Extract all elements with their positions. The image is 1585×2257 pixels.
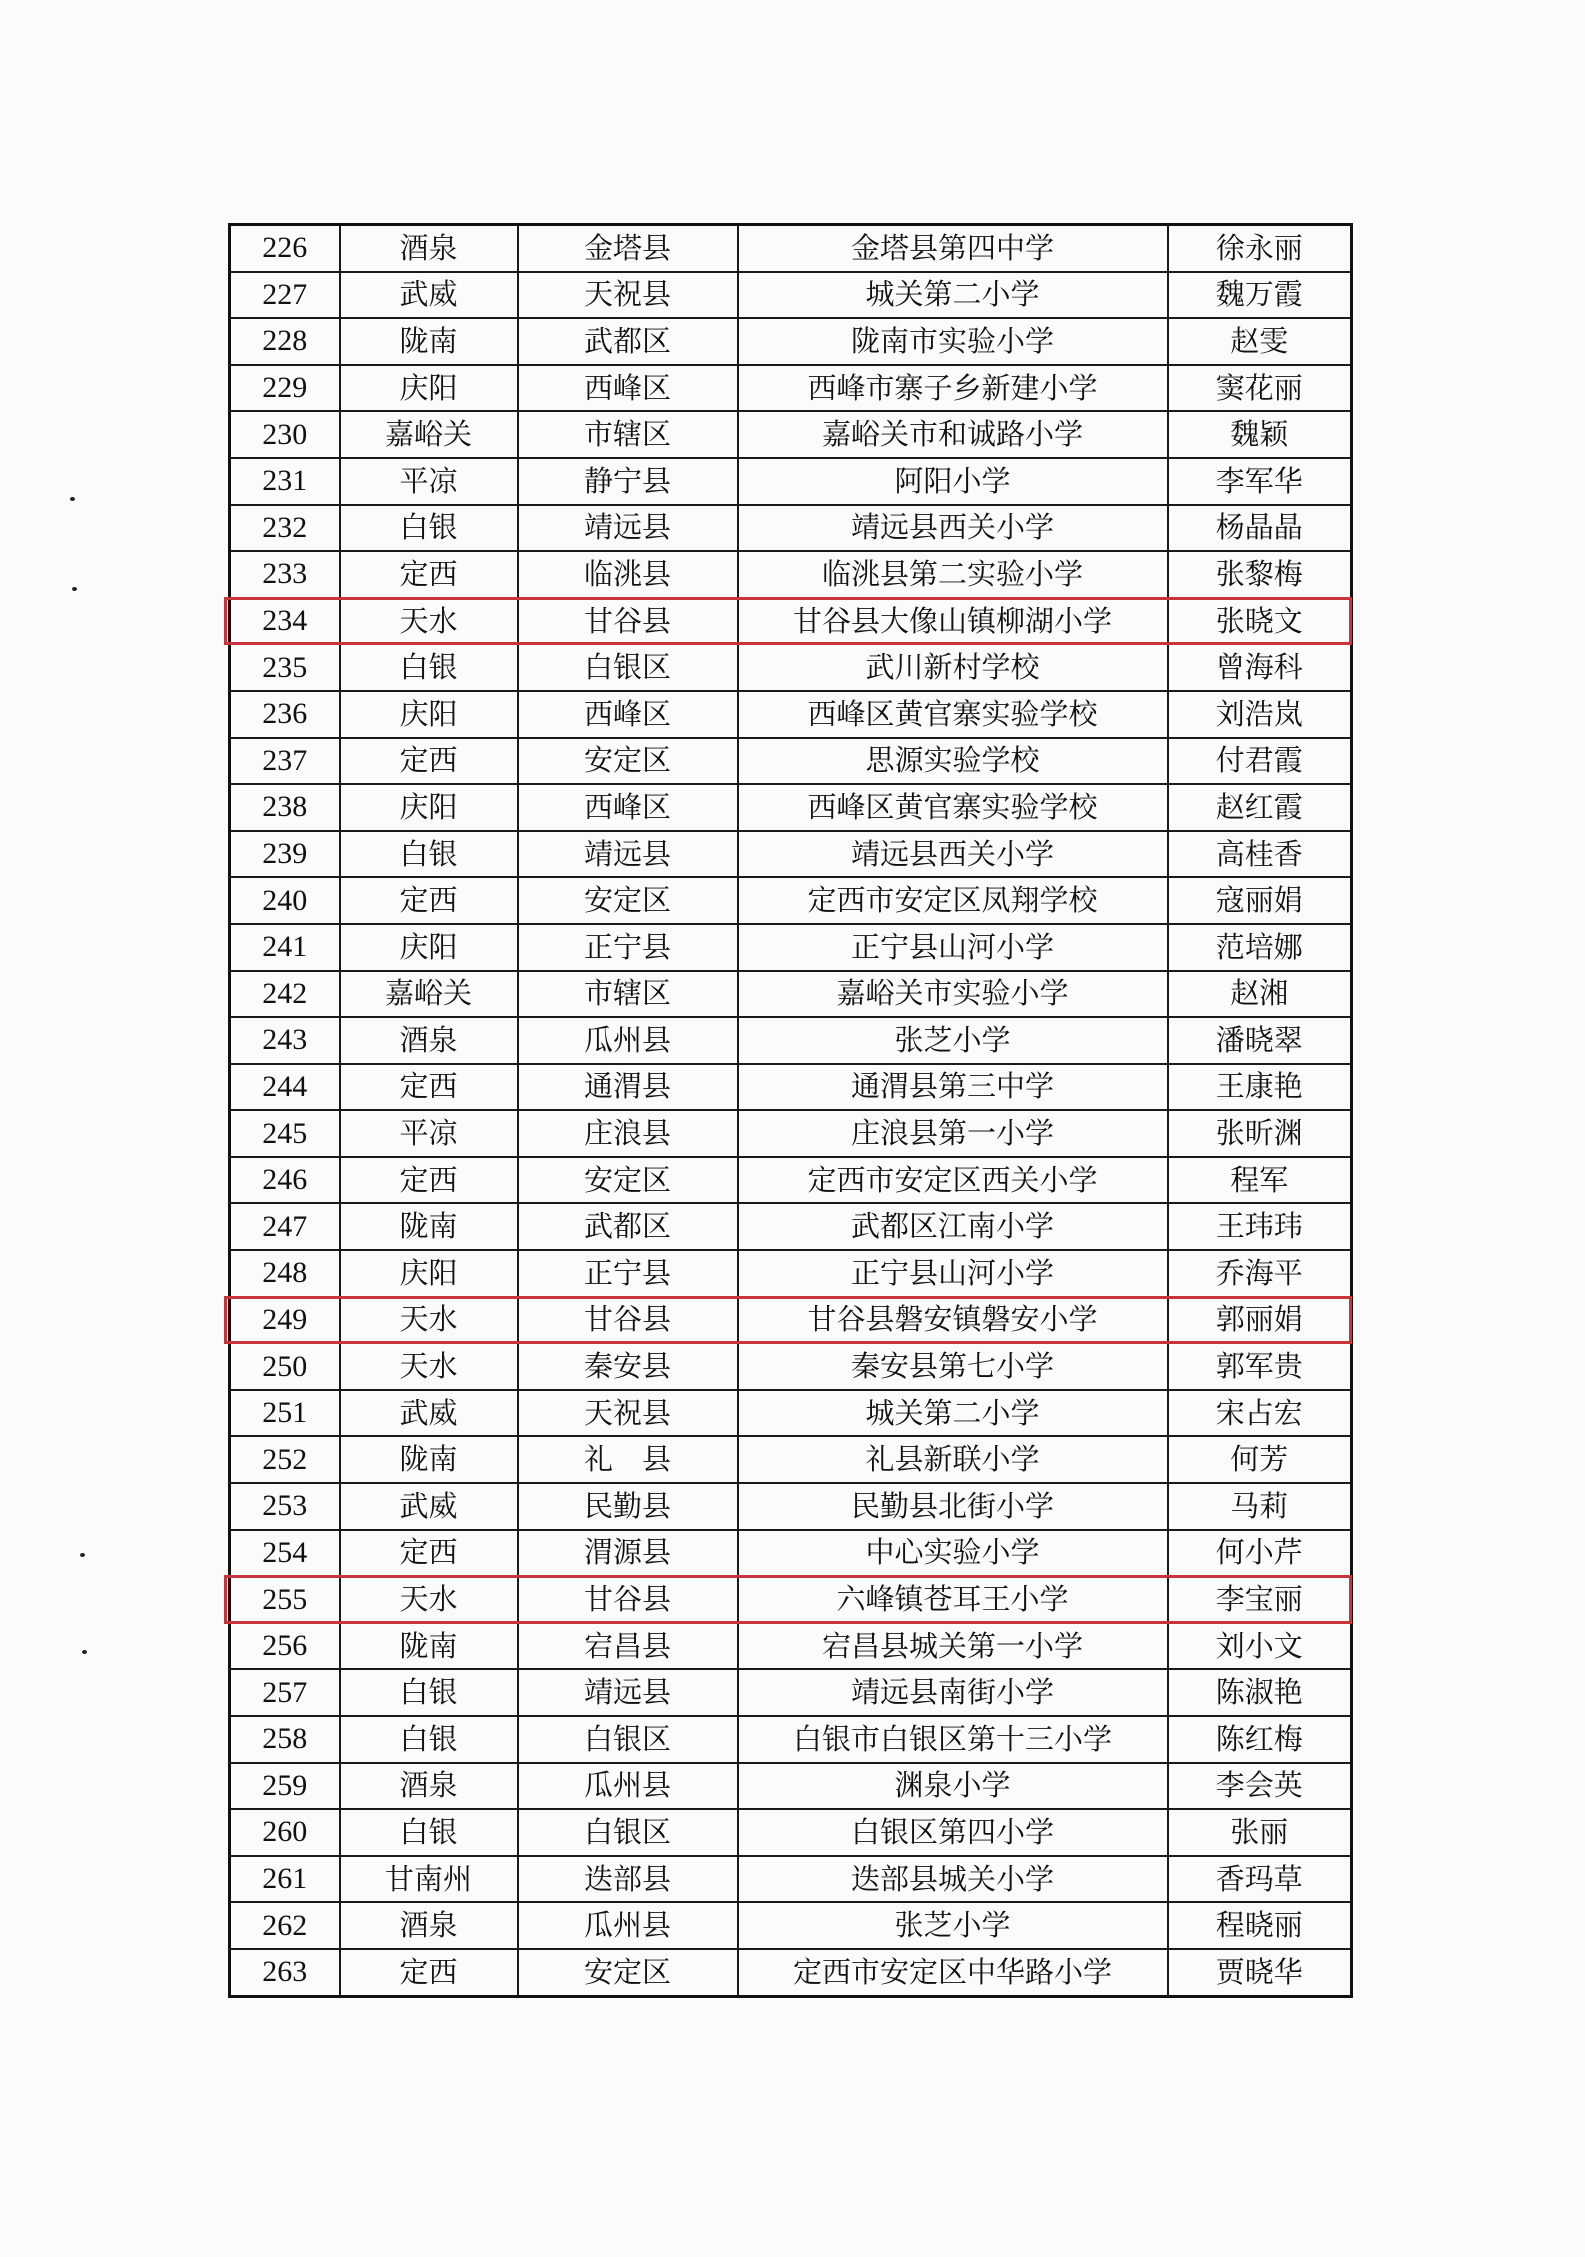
county-cell: 渭源县 — [518, 1530, 738, 1577]
teacher-name-cell: 潘晓翠 — [1168, 1017, 1352, 1064]
city-cell: 庆阳 — [340, 365, 518, 412]
table-row — [230, 1530, 1352, 1577]
school-cell: 民勤县北街小学 — [738, 1483, 1168, 1530]
school-cell: 定西市安定区中华路小学 — [738, 1949, 1168, 1996]
county-cell: 武都区 — [518, 318, 738, 365]
table-row — [230, 1064, 1352, 1111]
teacher-name-cell: 徐永丽 — [1168, 225, 1352, 272]
city-cell: 平凉 — [340, 1110, 518, 1157]
county-cell: 庄浪县 — [518, 1110, 738, 1157]
teacher-name-cell: 何芳 — [1168, 1436, 1352, 1483]
city-cell: 白银 — [340, 1669, 518, 1716]
school-cell: 阿阳小学 — [738, 458, 1168, 505]
table-row — [230, 644, 1352, 691]
table-row — [230, 1157, 1352, 1204]
row-number: 255 — [230, 1576, 340, 1623]
row-number: 258 — [230, 1716, 340, 1763]
scan-speck — [82, 1650, 87, 1654]
teacher-name-cell: 赵红霞 — [1168, 784, 1352, 831]
row-number: 249 — [230, 1297, 340, 1344]
teacher-name-cell: 王康艳 — [1168, 1064, 1352, 1111]
city-cell: 酒泉 — [340, 1017, 518, 1064]
school-cell: 陇南市实验小学 — [738, 318, 1168, 365]
school-cell: 西峰市寨子乡新建小学 — [738, 365, 1168, 412]
city-cell: 白银 — [340, 505, 518, 552]
school-cell: 定西市安定区凤翔学校 — [738, 877, 1168, 924]
county-cell: 天祝县 — [518, 272, 738, 319]
table-row — [230, 1203, 1352, 1250]
teacher-name-cell: 李军华 — [1168, 458, 1352, 505]
city-cell: 平凉 — [340, 458, 518, 505]
school-cell: 定西市安定区西关小学 — [738, 1157, 1168, 1204]
school-cell: 甘谷县大像山镇柳湖小学 — [738, 598, 1168, 645]
row-number: 261 — [230, 1856, 340, 1903]
city-cell: 天水 — [340, 1576, 518, 1623]
school-cell: 张芝小学 — [738, 1902, 1168, 1949]
row-number: 259 — [230, 1763, 340, 1810]
county-cell: 瓜州县 — [518, 1902, 738, 1949]
school-cell: 宕昌县城关第一小学 — [738, 1623, 1168, 1670]
table-row — [230, 738, 1352, 785]
city-cell: 定西 — [340, 1530, 518, 1577]
table-row — [230, 411, 1352, 458]
county-cell: 安定区 — [518, 1157, 738, 1204]
school-cell: 白银区第四小学 — [738, 1809, 1168, 1856]
teacher-name-cell: 范培娜 — [1168, 924, 1352, 971]
teacher-name-cell: 程军 — [1168, 1157, 1352, 1204]
teacher-name-cell: 杨晶晶 — [1168, 505, 1352, 552]
county-cell: 靖远县 — [518, 1669, 738, 1716]
table-row — [230, 691, 1352, 738]
row-number: 260 — [230, 1809, 340, 1856]
table-row — [230, 1483, 1352, 1530]
school-cell: 白银市白银区第十三小学 — [738, 1716, 1168, 1763]
school-cell: 礼县新联小学 — [738, 1436, 1168, 1483]
city-cell: 定西 — [340, 551, 518, 598]
row-number: 238 — [230, 784, 340, 831]
teacher-name-cell: 寇丽娟 — [1168, 877, 1352, 924]
school-cell: 武都区江南小学 — [738, 1203, 1168, 1250]
teacher-name-cell: 乔海平 — [1168, 1250, 1352, 1297]
row-number: 235 — [230, 644, 340, 691]
row-number: 241 — [230, 924, 340, 971]
table-row — [230, 365, 1352, 412]
county-cell: 白银区 — [518, 1716, 738, 1763]
city-cell: 陇南 — [340, 1623, 518, 1670]
county-cell: 安定区 — [518, 1949, 738, 1996]
table-row — [230, 1343, 1352, 1390]
row-number: 263 — [230, 1949, 340, 1996]
row-number: 237 — [230, 738, 340, 785]
row-number: 239 — [230, 831, 340, 878]
row-number: 240 — [230, 877, 340, 924]
scan-speck — [70, 497, 75, 501]
teacher-name-cell: 窦花丽 — [1168, 365, 1352, 412]
teacher-name-cell: 香玛草 — [1168, 1856, 1352, 1903]
school-cell: 思源实验学校 — [738, 738, 1168, 785]
city-cell: 定西 — [340, 1064, 518, 1111]
table-row-highlighted — [230, 1576, 1352, 1623]
school-cell: 张芝小学 — [738, 1017, 1168, 1064]
county-cell: 安定区 — [518, 738, 738, 785]
city-cell: 庆阳 — [340, 924, 518, 971]
teacher-name-cell: 李会英 — [1168, 1763, 1352, 1810]
city-cell: 白银 — [340, 1716, 518, 1763]
school-cell: 迭部县城关小学 — [738, 1856, 1168, 1903]
table-row — [230, 1902, 1352, 1949]
table-row — [230, 831, 1352, 878]
row-number: 226 — [230, 225, 340, 272]
row-number: 243 — [230, 1017, 340, 1064]
teacher-name-cell: 程晓丽 — [1168, 1902, 1352, 1949]
school-cell: 武川新村学校 — [738, 644, 1168, 691]
school-cell: 六峰镇苍耳王小学 — [738, 1576, 1168, 1623]
teacher-name-cell: 郭丽娟 — [1168, 1297, 1352, 1344]
county-cell: 靖远县 — [518, 831, 738, 878]
row-number: 251 — [230, 1390, 340, 1437]
teacher-name-cell: 贾晓华 — [1168, 1949, 1352, 1996]
row-number: 242 — [230, 971, 340, 1018]
table-row — [230, 877, 1352, 924]
row-number: 248 — [230, 1250, 340, 1297]
scan-speck — [72, 587, 77, 591]
teacher-name-cell: 陈淑艳 — [1168, 1669, 1352, 1716]
table-row — [230, 272, 1352, 319]
city-cell: 庆阳 — [340, 1250, 518, 1297]
table-row — [230, 1436, 1352, 1483]
county-cell: 宕昌县 — [518, 1623, 738, 1670]
school-cell: 庄浪县第一小学 — [738, 1110, 1168, 1157]
county-cell: 迭部县 — [518, 1856, 738, 1903]
city-cell: 白银 — [340, 831, 518, 878]
county-cell: 武都区 — [518, 1203, 738, 1250]
county-cell: 市辖区 — [518, 971, 738, 1018]
teacher-name-cell: 魏万霞 — [1168, 272, 1352, 319]
row-number: 250 — [230, 1343, 340, 1390]
city-cell: 定西 — [340, 877, 518, 924]
row-number: 256 — [230, 1623, 340, 1670]
table-row — [230, 1110, 1352, 1157]
teacher-name-cell: 郭军贵 — [1168, 1343, 1352, 1390]
table-row — [230, 1856, 1352, 1903]
city-cell: 定西 — [340, 1949, 518, 1996]
city-cell: 庆阳 — [340, 784, 518, 831]
county-cell: 瓜州县 — [518, 1017, 738, 1064]
table-row — [230, 318, 1352, 365]
school-cell: 靖远县西关小学 — [738, 505, 1168, 552]
teacher-name-cell: 曾海科 — [1168, 644, 1352, 691]
teacher-name-cell: 马莉 — [1168, 1483, 1352, 1530]
row-number: 232 — [230, 505, 340, 552]
county-cell: 临洮县 — [518, 551, 738, 598]
school-cell: 西峰区黄官寨实验学校 — [738, 784, 1168, 831]
table-row — [230, 1017, 1352, 1064]
row-number: 234 — [230, 598, 340, 645]
row-number: 233 — [230, 551, 340, 598]
row-number: 244 — [230, 1064, 340, 1111]
city-cell: 武威 — [340, 272, 518, 319]
school-cell: 秦安县第七小学 — [738, 1343, 1168, 1390]
city-cell: 武威 — [340, 1483, 518, 1530]
school-cell: 中心实验小学 — [738, 1530, 1168, 1577]
table-row-highlighted — [230, 1297, 1352, 1344]
table-row — [230, 971, 1352, 1018]
teacher-name-cell: 刘浩岚 — [1168, 691, 1352, 738]
county-cell: 瓜州县 — [518, 1763, 738, 1810]
table-body — [230, 225, 1352, 1997]
county-cell: 礼 县 — [518, 1436, 738, 1483]
county-cell: 甘谷县 — [518, 1576, 738, 1623]
school-cell: 渊泉小学 — [738, 1763, 1168, 1810]
table-row — [230, 458, 1352, 505]
city-cell: 定西 — [340, 738, 518, 785]
city-cell: 天水 — [340, 1343, 518, 1390]
county-cell: 白银区 — [518, 1809, 738, 1856]
table-row — [230, 1623, 1352, 1670]
school-cell: 嘉峪关市实验小学 — [738, 971, 1168, 1018]
row-number: 231 — [230, 458, 340, 505]
teacher-name-cell: 魏颖 — [1168, 411, 1352, 458]
table-row — [230, 784, 1352, 831]
row-number: 254 — [230, 1530, 340, 1577]
city-cell: 天水 — [340, 1297, 518, 1344]
city-cell: 酒泉 — [340, 225, 518, 272]
city-cell: 武威 — [340, 1390, 518, 1437]
row-number: 236 — [230, 691, 340, 738]
city-cell: 白银 — [340, 1809, 518, 1856]
school-cell: 靖远县南街小学 — [738, 1669, 1168, 1716]
county-cell: 靖远县 — [518, 505, 738, 552]
county-cell: 正宁县 — [518, 924, 738, 971]
teacher-name-cell: 赵雯 — [1168, 318, 1352, 365]
county-cell: 正宁县 — [518, 1250, 738, 1297]
row-number: 230 — [230, 411, 340, 458]
table-row-highlighted — [230, 598, 1352, 645]
school-cell: 西峰区黄官寨实验学校 — [738, 691, 1168, 738]
table-row — [230, 1390, 1352, 1437]
table-row — [230, 225, 1352, 272]
table-row — [230, 924, 1352, 971]
county-cell: 市辖区 — [518, 411, 738, 458]
county-cell: 甘谷县 — [518, 1297, 738, 1344]
teacher-name-cell: 刘小文 — [1168, 1623, 1352, 1670]
city-cell: 陇南 — [340, 318, 518, 365]
table-row — [230, 1669, 1352, 1716]
teacher-name-cell: 张黎梅 — [1168, 551, 1352, 598]
table-row — [230, 1763, 1352, 1810]
scan-speck — [80, 1553, 85, 1557]
county-cell: 白银区 — [518, 644, 738, 691]
city-cell: 白银 — [340, 644, 518, 691]
city-cell: 庆阳 — [340, 691, 518, 738]
school-cell: 金塔县第四中学 — [738, 225, 1168, 272]
city-cell: 嘉峪关 — [340, 971, 518, 1018]
school-cell: 城关第二小学 — [738, 1390, 1168, 1437]
county-cell: 静宁县 — [518, 458, 738, 505]
city-cell: 酒泉 — [340, 1763, 518, 1810]
teacher-name-cell: 张昕渊 — [1168, 1110, 1352, 1157]
teacher-name-cell: 张晓文 — [1168, 598, 1352, 645]
school-cell: 正宁县山河小学 — [738, 924, 1168, 971]
row-number: 245 — [230, 1110, 340, 1157]
teacher-name-cell: 李宝丽 — [1168, 1576, 1352, 1623]
school-cell: 嘉峪关市和诚路小学 — [738, 411, 1168, 458]
row-number: 227 — [230, 272, 340, 319]
school-cell: 甘谷县磐安镇磐安小学 — [738, 1297, 1168, 1344]
county-cell: 天祝县 — [518, 1390, 738, 1437]
county-cell: 民勤县 — [518, 1483, 738, 1530]
teacher-name-cell: 宋占宏 — [1168, 1390, 1352, 1437]
row-number: 246 — [230, 1157, 340, 1204]
teacher-name-cell: 何小芹 — [1168, 1530, 1352, 1577]
table-row — [230, 1949, 1352, 1996]
county-cell: 秦安县 — [518, 1343, 738, 1390]
school-cell: 正宁县山河小学 — [738, 1250, 1168, 1297]
row-number: 262 — [230, 1902, 340, 1949]
table-row — [230, 1716, 1352, 1763]
table-row — [230, 1250, 1352, 1297]
county-cell: 安定区 — [518, 877, 738, 924]
teacher-name-cell: 陈红梅 — [1168, 1716, 1352, 1763]
row-number: 229 — [230, 365, 340, 412]
city-cell: 甘南州 — [340, 1856, 518, 1903]
teacher-name-cell: 张丽 — [1168, 1809, 1352, 1856]
teacher-name-cell: 高桂香 — [1168, 831, 1352, 878]
teacher-name-cell: 王玮玮 — [1168, 1203, 1352, 1250]
row-number: 253 — [230, 1483, 340, 1530]
school-cell: 靖远县西关小学 — [738, 831, 1168, 878]
city-cell: 天水 — [340, 598, 518, 645]
row-number: 257 — [230, 1669, 340, 1716]
city-cell: 嘉峪关 — [340, 411, 518, 458]
county-cell: 西峰区 — [518, 784, 738, 831]
county-cell: 西峰区 — [518, 365, 738, 412]
county-cell: 通渭县 — [518, 1064, 738, 1111]
teacher-name-cell: 赵湘 — [1168, 971, 1352, 1018]
county-cell: 甘谷县 — [518, 598, 738, 645]
recipient-table — [228, 223, 1353, 1998]
table-row — [230, 505, 1352, 552]
county-cell: 金塔县 — [518, 225, 738, 272]
table-row — [230, 1809, 1352, 1856]
row-number: 228 — [230, 318, 340, 365]
table-row — [230, 551, 1352, 598]
school-cell: 通渭县第三中学 — [738, 1064, 1168, 1111]
row-number: 247 — [230, 1203, 340, 1250]
county-cell: 西峰区 — [518, 691, 738, 738]
city-cell: 陇南 — [340, 1203, 518, 1250]
row-number: 252 — [230, 1436, 340, 1483]
school-cell: 城关第二小学 — [738, 272, 1168, 319]
teacher-name-cell: 付君霞 — [1168, 738, 1352, 785]
city-cell: 酒泉 — [340, 1902, 518, 1949]
school-cell: 临洮县第二实验小学 — [738, 551, 1168, 598]
city-cell: 定西 — [340, 1157, 518, 1204]
city-cell: 陇南 — [340, 1436, 518, 1483]
